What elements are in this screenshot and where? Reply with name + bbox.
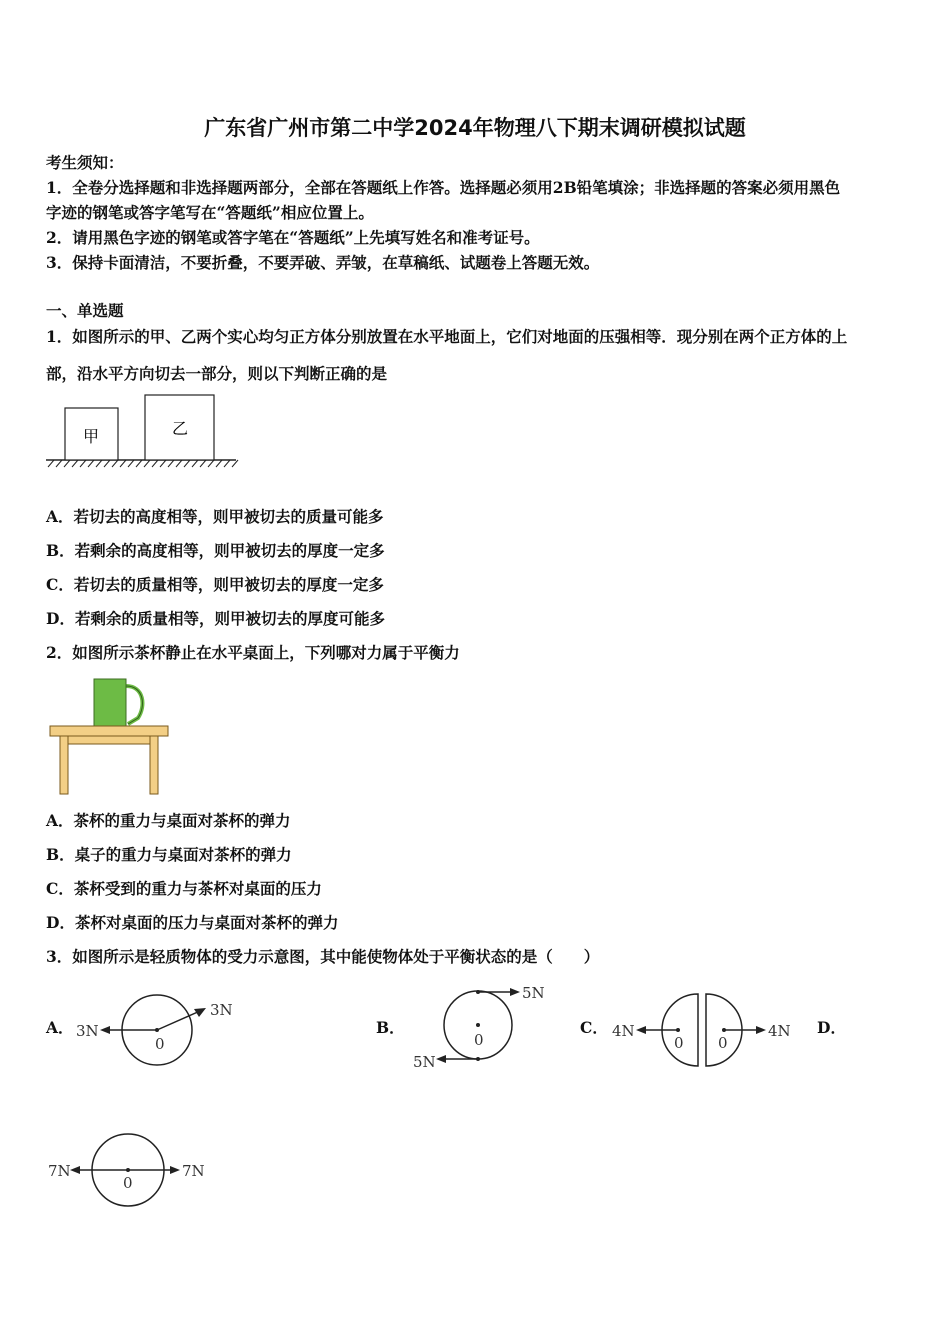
force-label: 5N xyxy=(413,1053,436,1071)
q2-option-a: A．茶杯的重力与桌面对茶杯的弹力 xyxy=(46,811,291,830)
origin-label: 0 xyxy=(674,1034,684,1052)
force-label: 4N xyxy=(768,1022,791,1040)
q3-option-d-letter: D． xyxy=(817,1018,846,1037)
origin-label: 0 xyxy=(155,1035,165,1053)
q1-option-d: D．若剩余的质量相等，则甲被切去的厚度可能多 xyxy=(46,609,385,628)
q3-option-c-letter: C． xyxy=(580,1018,608,1037)
page-title: 广东省广州市第二中学2024年物理八下期末调研模拟试题 xyxy=(204,116,746,140)
table-leg-left xyxy=(60,736,68,794)
force-label: 3N xyxy=(210,1001,233,1019)
question-2-figure xyxy=(48,676,172,796)
question-1-stem-cont: 部，沿水平方向切去一部分，则以下判断正确的是 xyxy=(46,364,388,383)
cube-jia-label: 甲 xyxy=(82,427,100,446)
question-2-stem: 2．如图所示茶杯静止在水平桌面上，下列哪对力属于平衡力 xyxy=(46,643,460,662)
question-1-figure xyxy=(44,392,239,468)
q2-option-d: D．茶杯对桌面的压力与桌面对茶杯的弹力 xyxy=(46,913,339,932)
q1-option-c: C．若切去的质量相等，则甲被切去的厚度一定多 xyxy=(46,575,384,594)
notice-item: 2．请用黑色字迹的钢笔或答字笔在“答题纸”上先填写姓名和准考证号。 xyxy=(46,228,540,247)
force-label: 3N xyxy=(76,1022,99,1040)
q3-figure-a xyxy=(70,990,240,1075)
q3-figure-c xyxy=(610,990,795,1070)
q2-option-b: B．桌子的重力与桌面对茶杯的弹力 xyxy=(46,845,292,864)
origin-label: 0 xyxy=(474,1031,484,1049)
force-label: 7N xyxy=(182,1162,205,1180)
q3-figure-d xyxy=(46,1130,216,1212)
notice-heading: 考生须知： xyxy=(46,153,124,172)
force-label: 7N xyxy=(48,1162,71,1180)
q3-option-b-letter: B． xyxy=(376,1018,405,1037)
q3-figure-b xyxy=(408,983,558,1075)
tea-cup xyxy=(94,679,126,726)
table-leg-right xyxy=(150,736,158,794)
q1-option-b: B．若剩余的高度相等，则甲被切去的厚度一定多 xyxy=(46,541,385,560)
q3-option-a-letter: A． xyxy=(46,1018,74,1037)
notice-item: 字迹的钢笔或答字笔写在“答题纸”相应位置上。 xyxy=(46,203,374,222)
notice-item: 1．全卷分选择题和非选择题两部分，全部在答题纸上作答。选择题必须用2B铅笔填涂；非选择题的答案必须用黑色 xyxy=(46,178,841,197)
table-apron xyxy=(62,736,156,744)
origin-label: 0 xyxy=(718,1034,728,1052)
section-heading: 一、单选题 xyxy=(46,301,124,320)
cube-yi-label: 乙 xyxy=(171,419,189,438)
notice-item: 3．保持卡面清洁，不要折叠，不要弄破、弄皱，在草稿纸、试题卷上答题无效。 xyxy=(46,253,600,272)
question-3-stem: 3．如图所示是轻质物体的受力示意图，其中能使物体处于平衡状态的是（ ） xyxy=(46,947,600,966)
table-top xyxy=(50,726,168,736)
q1-option-a: A．若切去的高度相等，则甲被切去的质量可能多 xyxy=(46,507,384,526)
question-1-stem: 1．如图所示的甲、乙两个实心均匀正方体分别放置在水平地面上，它们对地面的压强相等．现分别在两个正方体的上 xyxy=(46,327,848,346)
cup-handle xyxy=(126,686,142,724)
force-label: 4N xyxy=(612,1022,635,1040)
force-label: 5N xyxy=(522,984,545,1002)
origin-label: 0 xyxy=(123,1174,133,1192)
q2-option-c: C．茶杯受到的重力与茶杯对桌面的压力 xyxy=(46,879,322,898)
